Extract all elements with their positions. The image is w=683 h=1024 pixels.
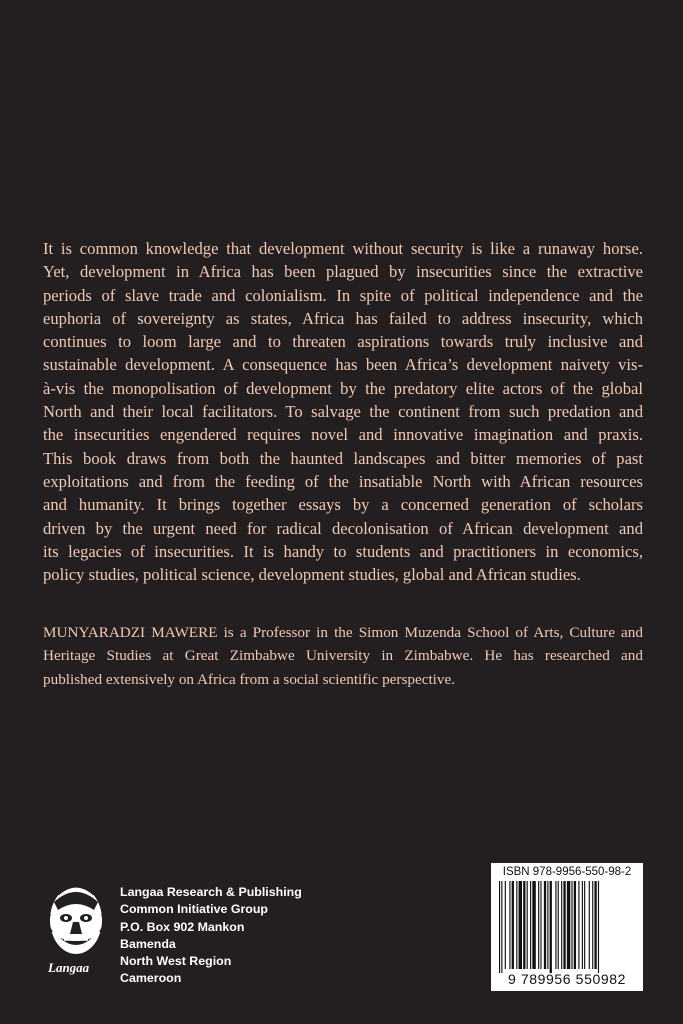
blurb-line: sustainable development. A consequence has been Africa’s development naivety vis- (43, 355, 643, 375)
isbn-barcode (491, 863, 643, 991)
barcode-bar (561, 881, 562, 969)
author-bio-line: Heritage Studies at Great Zimbabwe University in Zimbabwe. He has researched and (43, 647, 643, 665)
blurb-line: This book draws from both the haunted landscapes and bitter memories of past (43, 448, 643, 468)
publisher-country: Cameroon (120, 971, 182, 986)
blurb-line: periods of slave trade and colonialism. In spite of political independence and the (43, 285, 643, 305)
logo-wordmark: Langaa (48, 960, 90, 975)
blurb-line: policy studies, political science, development studies, global and African studies. (43, 565, 581, 585)
isbn-label: ISBN 978-9956-550-98-2 (502, 866, 632, 878)
barcode-bar (527, 881, 528, 969)
publisher-name: Langaa Research & Publishing (120, 885, 302, 899)
barcode-bar (540, 881, 541, 969)
blurb-line: the insecurities engendered requires novel and innovative imagination and praxis. (43, 425, 643, 445)
barcode-bar (523, 881, 525, 969)
blurb-line: and humanity. It brings together essays by a concerned generation of scholars (43, 495, 643, 515)
barcode-bar (550, 881, 552, 973)
barcode-bar (563, 881, 565, 969)
barcode-bar (574, 881, 576, 969)
publisher-city: Bamenda (120, 936, 176, 951)
blurb-line: continues to loom large and to threaten aspirations towards truly inclusive and (43, 332, 643, 352)
blurb-line: It is common knowledge that development without security is like a runaway horse. (43, 239, 643, 258)
barcode-bar (530, 881, 531, 969)
barcode-bar (592, 881, 593, 969)
publisher-address (120, 884, 302, 988)
barcode-bar (512, 881, 514, 969)
blurb-line: euphoria of sovereignty as states, Africa has failed to address insecurity, which (43, 308, 643, 328)
barcode-bar (538, 881, 539, 969)
blurb-line: North and their local facilitators. To salvage the continent from such predation and (43, 402, 643, 422)
barcode-bar (519, 881, 522, 969)
barcode-bar (598, 881, 599, 973)
barcode-bar (594, 881, 596, 969)
barcode-bar (558, 881, 559, 969)
blurb-line: its legacies of insecurities. It is handy to students and practitioners in economics, (43, 541, 643, 561)
author-bio-line: published extensively on Africa from a social scientific perspective. (43, 670, 456, 688)
barcode-bars (497, 881, 637, 973)
barcode-bar (499, 881, 500, 973)
publisher-po-box: P.O. Box 902 Mankon (120, 919, 245, 934)
publisher-group: Common Initiative Group (120, 902, 269, 917)
blurb-line: exploitations and from the feeding of the insatiable North with African resources (43, 471, 643, 491)
barcode-bar (578, 881, 579, 969)
blurb-line: à-vis the monopolisation of development by the predatory elite actors of the global (43, 378, 643, 398)
author-bio (43, 621, 643, 691)
barcode-bar (516, 881, 517, 969)
publisher-region: North West Region (120, 954, 232, 969)
langaa-logo (40, 880, 112, 980)
blurb-line: Yet, development in Africa has been plagued by insecurities since the extractive (43, 262, 643, 282)
blurb-line: driven by the urgent need for radical decolonisation of African development and (43, 518, 643, 538)
barcode-bar (567, 881, 570, 969)
barcode-bar (589, 881, 590, 969)
barcode-bar (571, 881, 572, 969)
barcode-bar (584, 881, 585, 969)
author-bio-line: MUNYARADZI MAWERE is a Professor in the Simon Muzenda School of Arts, Culture and (43, 624, 643, 641)
barcode-bar (505, 881, 506, 969)
barcode-bar (555, 881, 556, 969)
barcode-bar (547, 881, 548, 969)
barcode-bar (582, 881, 583, 969)
isbn-digits: 9 789956 550982 (508, 971, 626, 987)
barcode-bar (509, 881, 510, 969)
barcode-bar (501, 881, 502, 973)
barcode-bar (544, 881, 546, 969)
barcode-bar (532, 881, 535, 969)
book-blurb (43, 237, 643, 586)
